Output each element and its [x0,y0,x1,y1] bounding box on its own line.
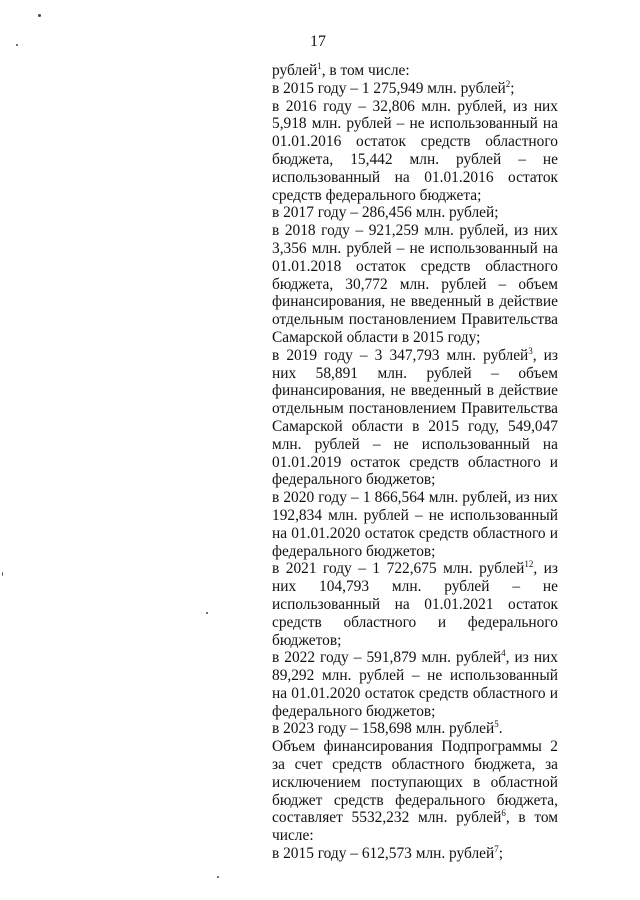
paragraph [272,845,558,863]
paragraph-text: в 2023 году – 158,698 млн. рублей [272,720,495,738]
paragraph-text-continued: , из них 104,793 млн. рублей – не использованный на 01.01.2021 остаток средств областного и федерального бюджетов; [272,560,558,649]
page-number [0,33,640,51]
paragraph-text-continued: . [498,720,503,738]
paragraph-text: в 2019 году – 3 347,793 млн. рублей [272,346,529,364]
page-number-text: 17 [310,33,326,50]
body-text [272,62,558,863]
paragraph-text-continued: ; [498,845,504,863]
paragraph [272,98,558,205]
scan-speck [217,876,219,878]
paragraph-text-continued: , в том числе: [321,62,410,79]
paragraph-text: в 2015 году – 1 275,949 млн. рублей [272,79,506,97]
paragraph-text: в 2016 году – 32,806 млн. рублей, из них 5,918 млн. рублей – не использованный на 01.01.2016 остаток средств областного бюджета, 15,442 млн. рублей – не использованный на 01.01.2016 остаток средств федерального бюджета; [272,97,558,204]
paragraph-text: в 2020 году – 1 866,564 млн. рублей, из них 192,834 млн. рублей – не использованный на 01.01.2020 остаток средств областного и федерального бюджетов; [272,489,558,560]
paragraph-text: в 2017 году – 286,456 млн. рублей; [272,204,499,222]
scan-speck [206,612,208,614]
paragraph [272,62,558,80]
footnote-marker: 4 [501,648,506,659]
paragraph [272,222,558,347]
paragraph-text: в 2021 году – 1 722,675 млн. рублей [272,560,525,578]
paragraph [272,649,558,720]
paragraph-text-continued: , из них 58,891 млн. рублей – объем финансирования, не введенный в действие отдельным постановлением Правительства Самарской области в 2015 году, 549,047 млн. рублей – не использованный на 01.01.2019 остаток средств областного и федерального бюджетов; [272,346,558,489]
footnote-marker: 2 [505,78,511,89]
paragraph-text: рублей [272,62,318,79]
footnote-marker: 7 [494,843,499,854]
paragraph-text-continued: , в том числе: [272,809,558,845]
footnote-marker: 3 [528,345,533,356]
scan-speck [2,572,3,576]
paragraph [272,489,558,560]
paragraph-text: в 2018 году – 921,259 млн. рублей, из них 3,356 млн. рублей – не использованный на 01.01.2018 остаток средств областного бюджета, 30,772 млн. рублей – объем финансирования, не введенный в действие отдельным постановлением Правительства Самарской области в 2015 году; [272,222,558,346]
paragraph-text-continued: ; [510,79,515,97]
scan-speck [16,44,18,46]
paragraph-text: в 2022 году – 591,879 млн. рублей [272,649,502,667]
paragraph [272,560,558,649]
paragraph [272,720,558,738]
paragraph [272,347,558,489]
footnote-marker: 6 [501,808,506,819]
paragraph [272,204,558,222]
paragraph-text: Объем финансирования Подпрограммы 2 за счет средств областного бюджета, за исключением поступающих в областной бюджет средств федерального бюджета, составляет 5532,232 млн. рублей [272,738,558,827]
paragraph-text-continued: , из них 89,292 млн. рублей – не использованный на 01.01.2020 остаток средств областного и федерального бюджетов; [272,649,558,720]
paragraph [272,738,558,845]
paragraph [272,80,558,98]
footnote-marker: 5 [494,719,499,730]
paragraph-text: в 2015 году – 612,573 млн. рублей [272,845,495,863]
scan-speck [38,14,41,17]
footnote-marker: 1 [317,60,322,71]
footnote-marker: 12 [524,559,534,570]
